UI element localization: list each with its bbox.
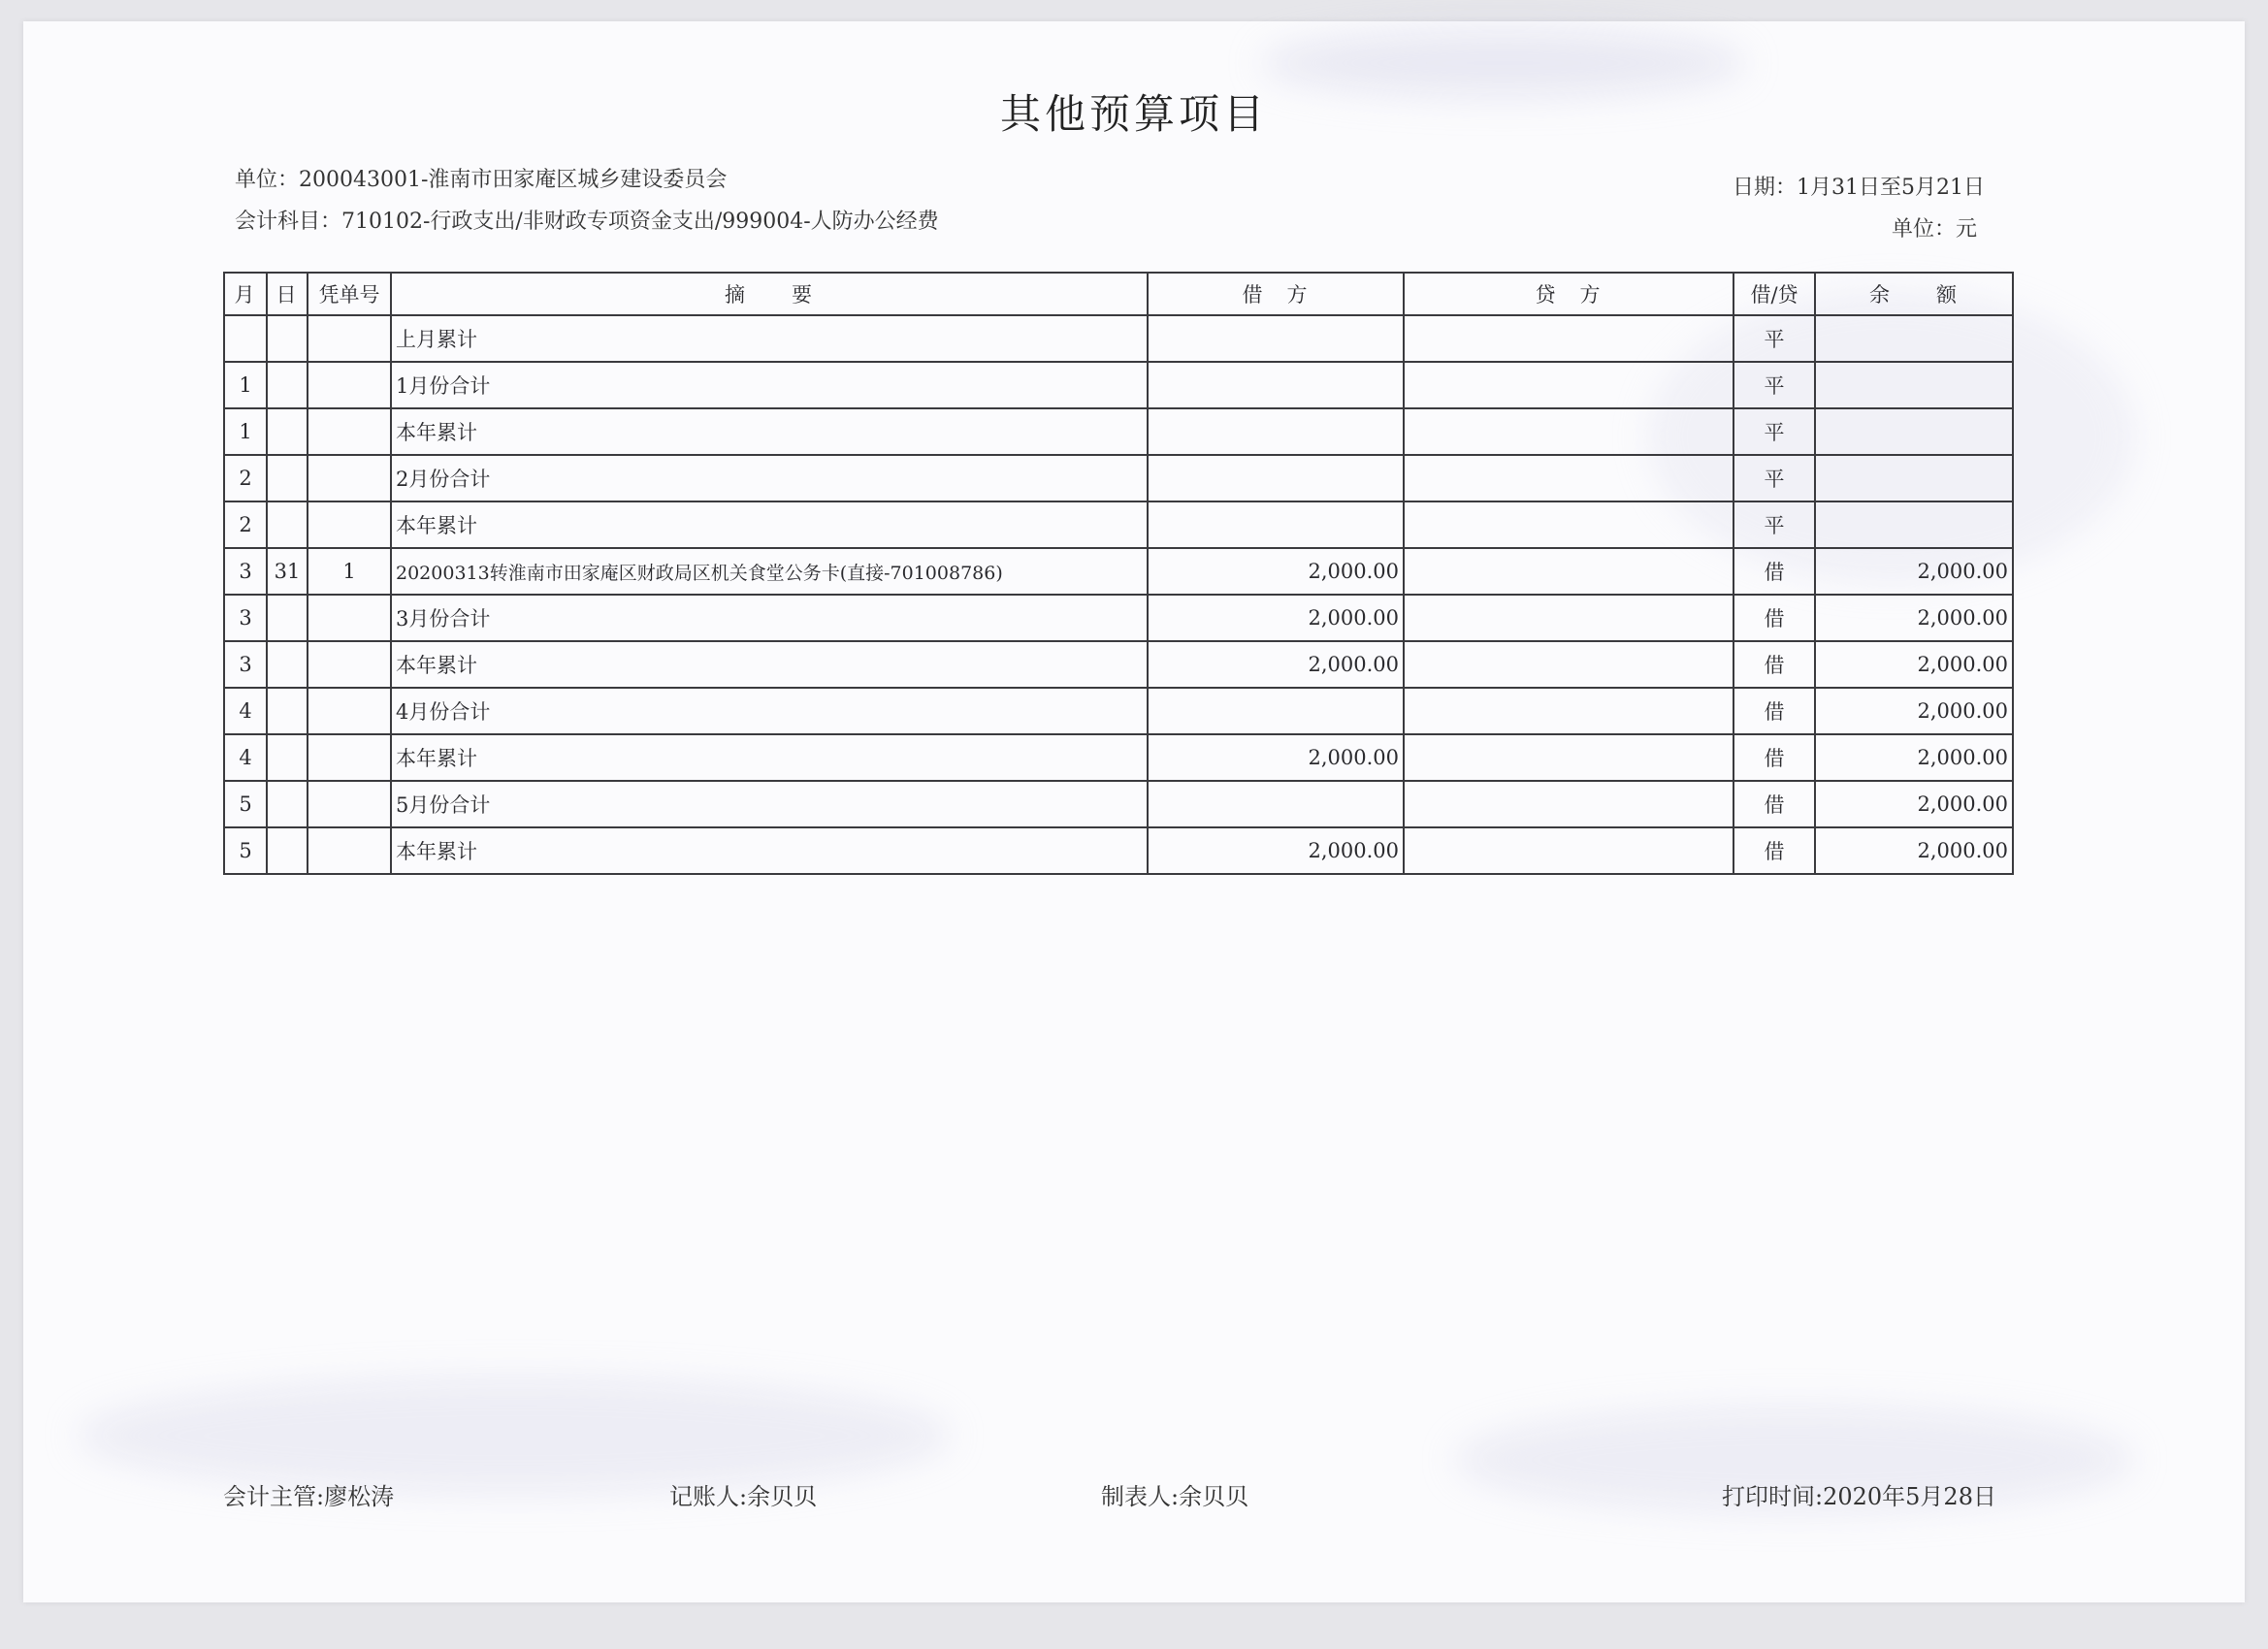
cell-day: [267, 688, 308, 734]
cell-balance: 2,000.00: [1815, 781, 2013, 827]
cell-voucher: [308, 501, 391, 548]
cell-debit: 2,000.00: [1148, 734, 1404, 781]
cell-credit: [1404, 781, 1733, 827]
cell-dc: 借: [1733, 595, 1815, 641]
cell-summary: 4月份合计: [391, 688, 1148, 734]
cell-dc: 借: [1733, 734, 1815, 781]
cell-month: 1: [224, 408, 267, 455]
cell-credit: [1404, 315, 1733, 362]
cell-voucher: [308, 827, 391, 874]
ledger-table: [223, 272, 2014, 875]
cell-summary: 上月累计: [391, 315, 1148, 362]
cell-balance: [1815, 501, 2013, 548]
cell-dc: 平: [1733, 315, 1815, 362]
table-row: [224, 734, 2013, 781]
document-title: 其他预算项目: [999, 90, 1268, 138]
cell-dc: 平: [1733, 362, 1815, 408]
cell-summary: 1月份合计: [391, 362, 1148, 408]
table-row: [224, 641, 2013, 688]
cell-summary: 本年累计: [391, 408, 1148, 455]
cell-credit: [1404, 455, 1733, 501]
table-row: [224, 501, 2013, 548]
cell-dc: 借: [1733, 781, 1815, 827]
cell-balance: [1815, 315, 2013, 362]
cell-day: [267, 781, 308, 827]
cell-day: 31: [267, 548, 308, 595]
cell-summary: 本年累计: [391, 827, 1148, 874]
unit-line: 单位：200043001-淮南市田家庵区城乡建设委员会: [235, 168, 728, 192]
cell-balance: 2,000.00: [1815, 688, 2013, 734]
cell-balance: 2,000.00: [1815, 827, 2013, 874]
cell-day: [267, 734, 308, 781]
cell-voucher: 1: [308, 548, 391, 595]
cell-month: 5: [224, 827, 267, 874]
currency-unit: 单位：元: [1892, 217, 1978, 242]
footer-supervisor: 会计主管:廖松涛: [223, 1483, 395, 1510]
cell-debit: 2,000.00: [1148, 548, 1404, 595]
table-row: [224, 362, 2013, 408]
col-header-day: 日: [267, 273, 308, 315]
cell-dc: 平: [1733, 501, 1815, 548]
cell-balance: [1815, 408, 2013, 455]
table-row: [224, 455, 2013, 501]
cell-day: [267, 501, 308, 548]
cell-dc: 平: [1733, 455, 1815, 501]
cell-summary: 20200313转淮南市田家庵区财政局区机关食堂公务卡(直接-701008786): [391, 548, 1148, 595]
cell-month: [224, 315, 267, 362]
cell-credit: [1404, 501, 1733, 548]
cell-voucher: [308, 315, 391, 362]
cell-day: [267, 827, 308, 874]
cell-dc: 借: [1733, 827, 1815, 874]
cell-day: [267, 315, 308, 362]
footer-bookkeeper: 记账人:余贝贝: [669, 1483, 818, 1510]
col-header-credit: 贷 方: [1404, 273, 1733, 315]
cell-month: 1: [224, 362, 267, 408]
cell-summary: 本年累计: [391, 501, 1148, 548]
footer-print-time: 打印时间:2020年5月28日: [1722, 1483, 1996, 1510]
cell-debit: 2,000.00: [1148, 827, 1404, 874]
col-header-dc: 借/贷: [1733, 273, 1815, 315]
cell-voucher: [308, 595, 391, 641]
cell-dc: 借: [1733, 688, 1815, 734]
cell-month: 3: [224, 548, 267, 595]
cell-summary: 5月份合计: [391, 781, 1148, 827]
cell-debit: 2,000.00: [1148, 595, 1404, 641]
table-row: [224, 595, 2013, 641]
cell-balance: [1815, 362, 2013, 408]
cell-dc: 平: [1733, 408, 1815, 455]
cell-debit: 2,000.00: [1148, 641, 1404, 688]
cell-month: 2: [224, 501, 267, 548]
cell-day: [267, 595, 308, 641]
cell-debit: [1148, 455, 1404, 501]
cell-voucher: [308, 688, 391, 734]
table-row: [224, 827, 2013, 874]
cell-day: [267, 362, 308, 408]
cell-month: 3: [224, 641, 267, 688]
cell-balance: 2,000.00: [1815, 734, 2013, 781]
cell-credit: [1404, 641, 1733, 688]
cell-credit: [1404, 408, 1733, 455]
cell-summary: 本年累计: [391, 641, 1148, 688]
cell-voucher: [308, 641, 391, 688]
col-header-summary: 摘 要: [391, 273, 1148, 315]
cell-debit: [1148, 315, 1404, 362]
table-row: [224, 548, 2013, 595]
cell-voucher: [308, 362, 391, 408]
col-header-month: 月: [224, 273, 267, 315]
cell-debit: [1148, 362, 1404, 408]
cell-dc: 借: [1733, 641, 1815, 688]
cell-credit: [1404, 548, 1733, 595]
cell-voucher: [308, 781, 391, 827]
cell-day: [267, 641, 308, 688]
cell-summary: 3月份合计: [391, 595, 1148, 641]
cell-balance: 2,000.00: [1815, 641, 2013, 688]
cell-summary: 本年累计: [391, 734, 1148, 781]
cell-credit: [1404, 362, 1733, 408]
cell-day: [267, 455, 308, 501]
date-range: 日期：1月31日至5月21日: [1733, 176, 1985, 200]
table-row: [224, 315, 2013, 362]
cell-credit: [1404, 595, 1733, 641]
cell-month: 2: [224, 455, 267, 501]
cell-month: 5: [224, 781, 267, 827]
cell-credit: [1404, 734, 1733, 781]
col-header-debit: 借 方: [1148, 273, 1404, 315]
cell-balance: 2,000.00: [1815, 548, 2013, 595]
table-row: [224, 688, 2013, 734]
cell-debit: [1148, 781, 1404, 827]
table-row: [224, 408, 2013, 455]
footer-preparer: 制表人:余贝贝: [1101, 1483, 1249, 1510]
cell-month: 4: [224, 688, 267, 734]
cell-voucher: [308, 734, 391, 781]
cell-dc: 借: [1733, 548, 1815, 595]
table-row: [224, 781, 2013, 827]
cell-debit: [1148, 501, 1404, 548]
cell-month: 4: [224, 734, 267, 781]
cell-debit: [1148, 688, 1404, 734]
table-header-row: [224, 273, 2013, 315]
account-line: 会计科目：710102-行政支出/非财政专项资金支出/999004-人防办公经费: [235, 210, 939, 234]
col-header-voucher: 凭单号: [308, 273, 391, 315]
cell-voucher: [308, 455, 391, 501]
cell-credit: [1404, 827, 1733, 874]
cell-day: [267, 408, 308, 455]
cell-voucher: [308, 408, 391, 455]
cell-summary: 2月份合计: [391, 455, 1148, 501]
col-header-balance: 余 额: [1815, 273, 2013, 315]
cell-balance: [1815, 455, 2013, 501]
cell-month: 3: [224, 595, 267, 641]
cell-credit: [1404, 688, 1733, 734]
cell-balance: 2,000.00: [1815, 595, 2013, 641]
cell-debit: [1148, 408, 1404, 455]
